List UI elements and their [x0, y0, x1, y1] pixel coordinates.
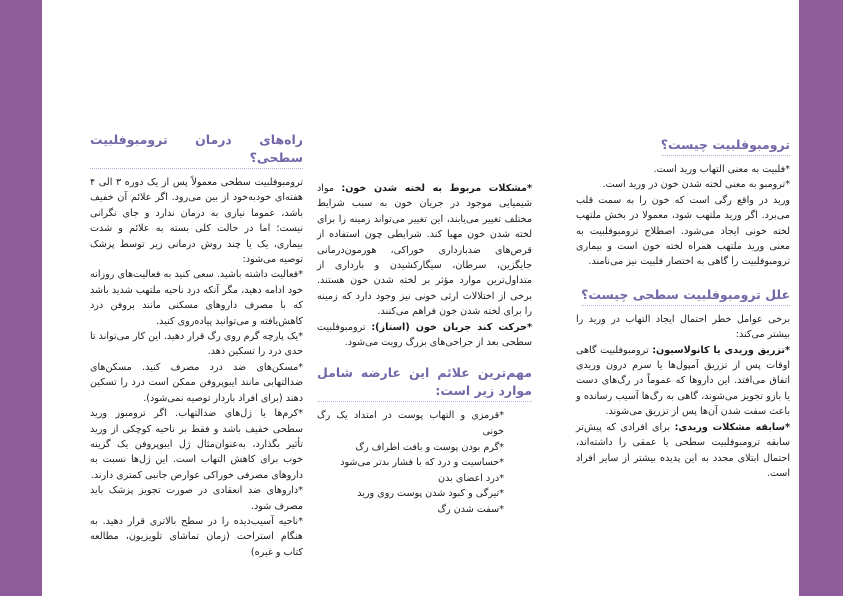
treatment-item: *داروهای ضد انعقادی در صورت تجویز پزشک باید مصرف شود. [90, 485, 303, 512]
right-column [576, 136, 790, 481]
right-purple-band [799, 0, 843, 596]
treatment-item: *کرم‌ها یا ژل‌های ضدالتهاب. اگر ترومبوز ورید سطحی خفیف باشد و فقط بر ناحیه کوچکی از ورید تأثیر بگذارد، به‌عنوان‌مثال ژل ایبوپروفن یک گزینه خوب برای کاهش التهاب است. این ژل‌ها نسبت به داروهای مصرفی خوراکی عوارض جانبی کمتری دارند. [90, 408, 303, 481]
paragraph-text: مواد شیمیایی موجود در جریان خون به سبب شرایط مختلف تغییر می‌یابند، این تغییر می‌تواند زمینه را برای لخته شدن خون مهیا کند. شرایطی چون استفاده از قرص‌های ضدبارداری خوراکی، هورمون‌درمانی جایگزین، سرطان، سیگارکشیدن و بارداری از متداول‌ترین موارد مؤثر بر لخته شدن خون هستند. برخی از اختلالات ارثی خونی نیز وجود دارد که زمینه را برای لخته شدن خون فراهم می‌کنند. [317, 183, 532, 318]
cause-paragraph-history [576, 420, 790, 482]
symptom-item: *حساسیت و درد که با فشار بدتر می‌شود [340, 457, 504, 469]
cause-title: *تزریق وریدی یا کانولاسیون: [652, 344, 790, 356]
treatment-item: *ناحیه آسیب‌دیده را در سطح بالاتری قرار دهید. به هنگام استراحت (زمان تماشای تلویزیون، مطالعه کتاب و غیره) [90, 515, 303, 558]
symptom-item: *گرم بودن پوست و بافت اطراف رگ [355, 441, 504, 453]
definition-line: *فلبیت به معنی التهاب ورید است. [653, 164, 790, 175]
heading-symptoms: مهم‌ترین علائم این عارضه شامل موارد زیر است: [317, 364, 532, 402]
definition-paragraph: ورید در واقع رگی است که خون را به سمت قلب می‌برد. اگر ورید ملتهب شود، معمولا در بخش ملتهب لخته خونی ایجاد می‌شود. اصطلاح ترومبوفلبیت به معنی ورید ملتهب همراه لخته خون است و بیماری ترومبوفلبیت را گاهی به اختصار فلبیت نیز می‌نامند. [576, 194, 790, 268]
paragraph-text: ترومبوفلبیت سطحی بعد از جراحی‌های بزرگ رویت می‌شود. [317, 321, 532, 349]
paragraph-title: *حرکت کند جریان خون (استاز): [371, 321, 532, 333]
cause-text: برای افرادی که پیش‌تر سابقه ترومبوفلبیت سطحی یا عمقی را داشته‌اند، احتمال ابتلای مجدد به این پدیده بیشتر از سایر افراد است. [576, 421, 790, 479]
stasis-paragraph [317, 320, 532, 351]
symptom-item: *درد اعضای بدن [438, 472, 504, 484]
heading-causes: علل ترومبوفلبیت سطحی چیست؟ [581, 286, 790, 306]
symptom-item: *سفت شدن رگ [437, 504, 504, 516]
causes-intro: برخی عوامل خطر احتمال ایجاد التهاب در ورید را بیشتر می‌کند: [576, 313, 790, 341]
treatment-intro: ترومبوفلبیت سطحی معمولاً پس از یک دوره ۳ الی ۴ هفته‌ای خودبه‌خود از بین می‌رود. اگر علائم آن خفیف باشد، عموما نیازی به درمان ندارد و جای نگرانی نیست؛ اما در حالت کلی بسته به علائم و شدت بیماری، یک یا چند روش درمانی زیر توسط پزشک توصیه می‌شود: [90, 177, 304, 266]
definition-line: *ترومبو به معنی لخته شدن خون در ورید است. [602, 179, 790, 191]
blood-clotting-paragraph [317, 181, 532, 320]
treatment-item: *یک پارچه گرم روی رگ قرار دهید. این کار می‌تواند تا حدی درد را تسکین دهد. [90, 331, 303, 358]
symptoms-list [317, 408, 532, 517]
treatment-item: *مسکن‌های ضد درد مصرف کنید. مسکن‌های ضدالتهابی مانند ایبوپروفن ممکن است درد را تسکین دهند (برای افراد باردار توصیه نمی‌شود). [90, 361, 303, 404]
cause-text: ترومبوفلبیت گاهی اوقات پس از تزریق آمپول‌ها یا سرم درون وریدی اتفاق می‌افتد. این داروها که عموماً در رگ‌های دست یا بازو تجویز می‌شوند، گاهی به رگ‌ها آسیب رسانده و باعث سفت شدن آن‌ها پس از تزریق می‌شوند. [576, 344, 790, 418]
treatment-item: *فعالیت داشته باشید. سعی کنید به فعالیت‌های روزانه خود ادامه دهید، مگر آنکه درد ناحیه ملتهب شدید باشد که با مصرف داروهای مسکنی مانند بروفن درد کاهش‌یافته و می‌توانید پیاده‌روی کنید. [90, 269, 303, 327]
heading-treatment: راه‌های درمان ترومبوفلبیت سطحی؟ [90, 131, 303, 169]
heading-what-is-thrombophlebitis: ترومبوفلبیت چیست؟ [661, 136, 790, 156]
cause-title: *سابقه مشکلات وریدی: [674, 421, 790, 433]
left-column [90, 131, 303, 560]
cause-paragraph-injection [576, 343, 790, 420]
middle-column [317, 181, 532, 518]
left-purple-band [0, 0, 42, 596]
paragraph-title: *مشکلات مربوط به لخته شدن خون: [341, 183, 532, 194]
symptom-item: *قرمزی و التهاب پوست در امتداد یک رگ خونی [317, 410, 504, 438]
symptom-item: *تیرگی و کبود شدن پوست روی ورید [357, 488, 504, 500]
